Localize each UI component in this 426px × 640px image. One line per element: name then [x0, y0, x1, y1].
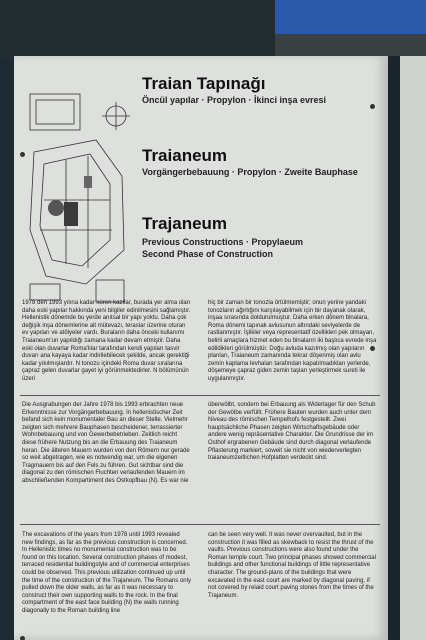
information-sign — [14, 56, 388, 640]
subtitle-german: Vorgängerbebauung · Propylon · Zweite Bauphase — [142, 167, 358, 177]
title-english: Trajaneum — [142, 214, 228, 233]
rivet — [20, 636, 25, 640]
english-text-col1: The excavations of the years from 1978 until 1993 revealed new findings, as far as the previous construction is concerned. In Hellenistic times no monumental construction was to be found on this location. Several construction phases of modest, terraced residential buildingstyle and of commercial enterprises could be observed. This previous utilization continued up until the time of the construction of the Trajaneum. The Romans only pulled down the older walls, as far as it was necessary to construct their own supporting walls to the rock. In the final compartment of the east face building (N) the walls running diagonally to the Roman building line — [22, 532, 191, 614]
english-text-col2: can be seen very well. It was never overvaulted, but in the construction it was filled as skewback to resist the thrust of the vaults. Previous constructions were also found under the Roman temple court. Two principal phases showed commercial buildings and other functional buildings of little representative character. The ground-plans of the buildings that were excavated in the east court are marked by diagonal paving, if not covered by relaid court paving stones from the times of the Trajaneum. — [208, 532, 376, 599]
divider — [20, 524, 380, 525]
german-text-col2: überwölbt, sondern bei Erbauung als Widerlager für den Schub der Gewölbe verfüllt. Frühere Bauten wurden auch unter dem Niveau des römischen Tempelhofs festgestellt. Zwei hauptsächliche Phasen zeigten Wirtschaftsgebäude oder andere wenig repräsentative Charakter. Die Grundrisse der im Osthof ergrabenen Gebäude sind durch diagonal verlaufende Pflasterung markiert, soweit sie nicht von wiederverlegten traianeumzeitlichen Hofplatten verdeckt sind. — [208, 402, 376, 462]
subtitle-english — [142, 236, 372, 260]
divider — [20, 395, 380, 396]
rivet — [370, 104, 375, 109]
title-german: Traianeum — [142, 146, 228, 165]
subtitle-english-line2: Second Phase of Construction — [142, 249, 274, 259]
subtitle-turkish: Öncül yapılar · Propylon · İkinci inşa evresi — [142, 95, 327, 105]
turkish-text-col1: 1978 den 1993 yılına kadar süren kazılar, burada yer alma olan daha eski yapılar hakkında yeni bilgiler edinilmesini sağlamıştır. Hellenistik dönemde bu yerde anıtsal bir yapı yoktu. Daha çok değişik inşa dönemlerine ait mütevazı, teraslar üzerine oturan ev yapıları ve atölyeler vardı. Buraların daha önceki kullanımı Traianeum'un yapıldığı zamana kadar devam etmiştir. Daha eski olan duvarlar Roma'lılar tarafından kendi yapıları tasvir duvarı ana kayaya kadar indirilebilecek şekilde, ancak gerektiği kadar yıkılmışlardır. N tonozu içindeki Roma duvar sıralarına çapraz gelen duvarlar gayet iyi görünmektedirler. N bölümünün üzeri — [22, 300, 191, 382]
adjacent-sign-panel — [400, 56, 426, 640]
sky — [275, 0, 426, 34]
background-wall — [0, 0, 275, 60]
german-text-col1: Die Ausgrabungen der Jahre 1978 bis 1993 erbrachten neue Erkenntnisse zur Vorgängerbebauung. In hellenistischer Zeit befand sich kein monumentaler Bau an dieser Stelle. Vielmehr zeigten sich mehrere Bauphasen bescheidener, terrassierter Wohnbebauung und von Gewerbebetrieben. Zeitlich reicht diese frühere Nutzung bis an die Erbauung des Traianeum heran. Die älteren Mauern wurden von den Römern nur gerade so weit abgetragen, wie es notwendig war, um die eigenen Tragmauern bis auf den Fels zu führen. Gut sichtbar sind die diagonal zu den römischen Fluchten verlaufenden Mauern im abschließenden Kompartiment des Ostkopfbau (N). Es war nie — [22, 402, 190, 484]
rivet — [20, 152, 25, 157]
subtitle-english-line1: Previous Constructions · Propylaeum — [142, 237, 304, 247]
sign-gap — [388, 56, 400, 640]
title-turkish: Traian Tapınağı — [142, 74, 266, 93]
turkish-text-col2: hiç bir zaman bir tonozla örtülmemiştir; onun yerine yandaki tonozların ağırlığını karşılayabilmek için bir dayanak olarak, inşaa sırasında doldurulmuştur. Daha erken dönem binalara, Roma dönemi tapınak avlusunun altındaki seviyelerde de rastlanmıştır. İşlikler veya representatif özellikleri pek olmayan, belirli amaçlara hizmet eden bu binaların iki başlıca evrede inşa edildikleri görülmüştür. Doğu avluda kazılmış olan yapıların planları, Traianeum zamanında tekrar döşenmiş olan avlu zemin kaplama levhaları tarafından kapatılmadıkları yerlerde, döşemeye çapraz giden zemin taşları yerleştirmek sureti ile uygulanmıştır. — [208, 300, 377, 382]
site-plan-diagram — [26, 80, 134, 310]
